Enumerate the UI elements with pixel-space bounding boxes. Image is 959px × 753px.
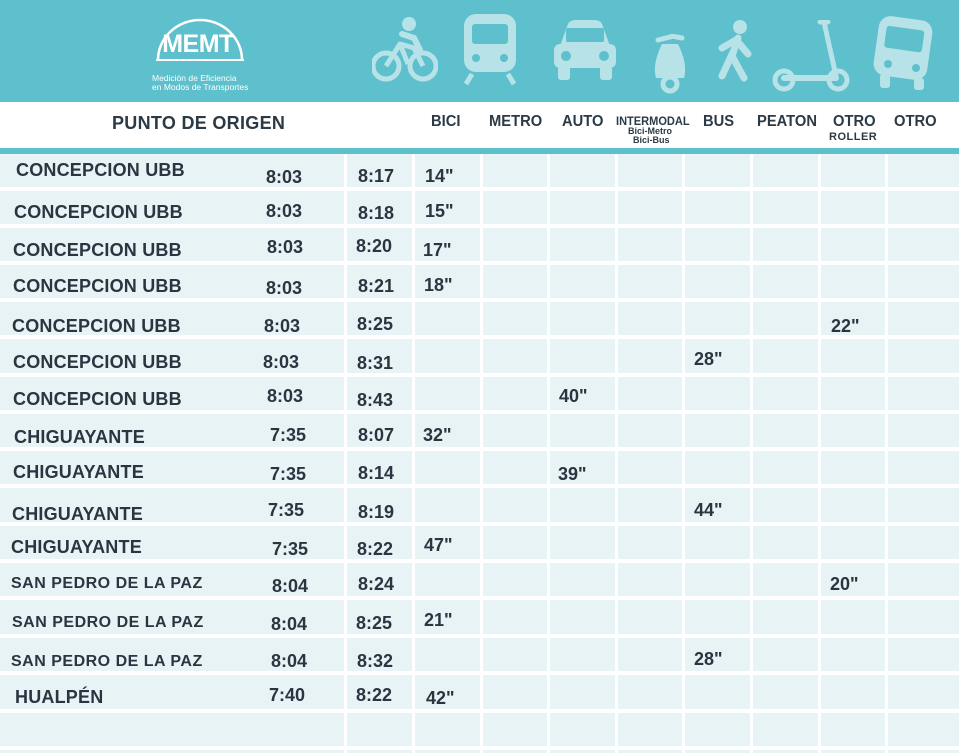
memt-logo (148, 12, 258, 96)
origin-cell: CONCEPCION UBB (13, 389, 182, 409)
depart-time-cell: 7:35 (270, 464, 307, 484)
depart-time-cell: 8:03 (263, 352, 300, 372)
origin-cell: CONCEPCION UBB (14, 202, 183, 222)
origin-cell: CHIGUAYANTE (12, 504, 143, 524)
origin-cell: SAN PEDRO DE LA PAZ (11, 575, 203, 592)
table-row (0, 491, 959, 528)
depart-time-cell: 8:03 (266, 201, 303, 221)
metro-icon (460, 12, 520, 86)
auto-duration-cell: 39" (558, 464, 587, 484)
table-row (0, 528, 959, 565)
origin-cell: SAN PEDRO DE LA PAZ (12, 614, 204, 631)
header-otro: OTRO (894, 113, 937, 130)
origin-cell: HUALPÉN (15, 687, 104, 707)
table-row (0, 603, 959, 640)
header-origin: PUNTO DE ORIGEN (112, 113, 286, 133)
logo-tagline-line1: Medición de Eficiencia (152, 73, 237, 83)
arrive-time-cell: 8:24 (358, 574, 395, 594)
table-row (0, 268, 959, 305)
header-band (0, 0, 959, 102)
depart-time-cell: 8:04 (272, 576, 309, 596)
table-row (0, 194, 959, 231)
arrive-time-cell: 8:43 (357, 390, 394, 410)
arrive-time-cell: 8:32 (357, 651, 394, 671)
depart-time-cell: 8:04 (271, 651, 308, 671)
bici-duration-cell: 14" (425, 166, 454, 186)
bici-duration-cell: 21" (424, 610, 453, 630)
header-peaton: PEATON (757, 113, 817, 130)
logo-text: MEMT (162, 30, 234, 58)
origin-cell: SAN PEDRO DE LA PAZ (11, 653, 203, 670)
bus-duration-cell: 28" (694, 649, 723, 669)
arrive-time-cell: 8:18 (358, 203, 395, 223)
auto-duration-cell: 40" (559, 386, 588, 406)
arrive-time-cell: 8:31 (357, 353, 394, 373)
arrive-time-cell: 8:19 (358, 502, 395, 522)
depart-time-cell: 8:04 (271, 614, 308, 634)
arrive-time-cell: 8:20 (356, 236, 393, 256)
arrive-time-cell: 8:25 (357, 314, 394, 334)
origin-cell: CONCEPCION UBB (16, 160, 185, 180)
depart-time-cell: 8:03 (264, 316, 301, 336)
header-intermodal: INTERMODAL (616, 114, 690, 128)
header-roller-sub: ROLLER (829, 131, 878, 143)
bici-duration-cell: 18" (424, 275, 453, 295)
roller-duration-cell: 20" (830, 574, 859, 594)
depart-time-cell: 8:03 (266, 278, 303, 298)
bici-duration-cell: 17" (423, 240, 452, 260)
arrive-time-cell: 8:07 (358, 425, 395, 445)
table-row (0, 566, 959, 603)
origin-cell: CONCEPCION UBB (12, 316, 181, 336)
origin-cell: CONCEPCION UBB (13, 352, 182, 372)
table-row (0, 678, 959, 715)
origin-cell: CHIGUAYANTE (14, 427, 145, 447)
header-bici: BICI (431, 113, 461, 130)
pedestrian-icon (716, 20, 756, 82)
bus-icon (870, 16, 936, 92)
bici-duration-cell: 47" (424, 535, 453, 555)
header-auto: AUTO (562, 113, 604, 130)
bus-duration-cell: 28" (694, 349, 723, 369)
table-row (0, 157, 959, 194)
depart-time-cell: 8:03 (267, 237, 304, 257)
roller-duration-cell: 22" (831, 316, 860, 336)
table-row (0, 231, 959, 268)
header-intermodal-sub1: Bici-Metro (628, 126, 673, 136)
column-header-row (0, 102, 959, 148)
origin-cell: CONCEPCION UBB (13, 240, 182, 260)
depart-time-cell: 7:35 (270, 425, 307, 445)
car-icon (552, 18, 618, 82)
arrive-time-cell: 8:17 (358, 166, 395, 186)
bici-duration-cell: 42" (426, 688, 455, 708)
arrive-time-cell: 8:22 (356, 685, 393, 705)
origin-cell: CONCEPCION UBB (13, 276, 182, 296)
data-table (0, 154, 959, 753)
origin-cell: CHIGUAYANTE (13, 462, 144, 482)
row-divider (0, 746, 959, 750)
depart-time-cell: 7:35 (272, 539, 309, 559)
header-metro: METRO (489, 113, 543, 130)
logo-tagline-line2: en Modos de Transportes (152, 82, 249, 92)
table-row (0, 342, 959, 379)
arrive-time-cell: 8:21 (358, 276, 395, 296)
origin-cell: CHIGUAYANTE (11, 537, 142, 557)
table-row (0, 379, 959, 416)
arrive-time-cell: 8:25 (356, 613, 393, 633)
depart-time-cell: 8:03 (267, 386, 304, 406)
depart-time-cell: 7:35 (268, 500, 305, 520)
header-bus: BUS (703, 113, 735, 130)
table-row (0, 416, 959, 453)
table-row (0, 641, 959, 678)
bici-duration-cell: 32" (423, 425, 452, 445)
kick-scooter-icon (772, 20, 852, 92)
depart-time-cell: 7:40 (269, 685, 306, 705)
scooter-icon (648, 34, 692, 94)
arrive-time-cell: 8:14 (358, 463, 395, 483)
bicycle-icon (372, 16, 438, 84)
arrive-time-cell: 8:22 (357, 539, 394, 559)
table-row (0, 305, 959, 342)
bici-duration-cell: 15" (425, 201, 454, 221)
logo-tagline (152, 74, 262, 92)
depart-time-cell: 8:03 (266, 167, 303, 187)
header-otro-roller: OTRO (833, 113, 876, 130)
header-intermodal-sub2: Bici-Bus (633, 135, 670, 145)
bus-duration-cell: 44" (694, 500, 723, 520)
table-row (0, 454, 959, 491)
